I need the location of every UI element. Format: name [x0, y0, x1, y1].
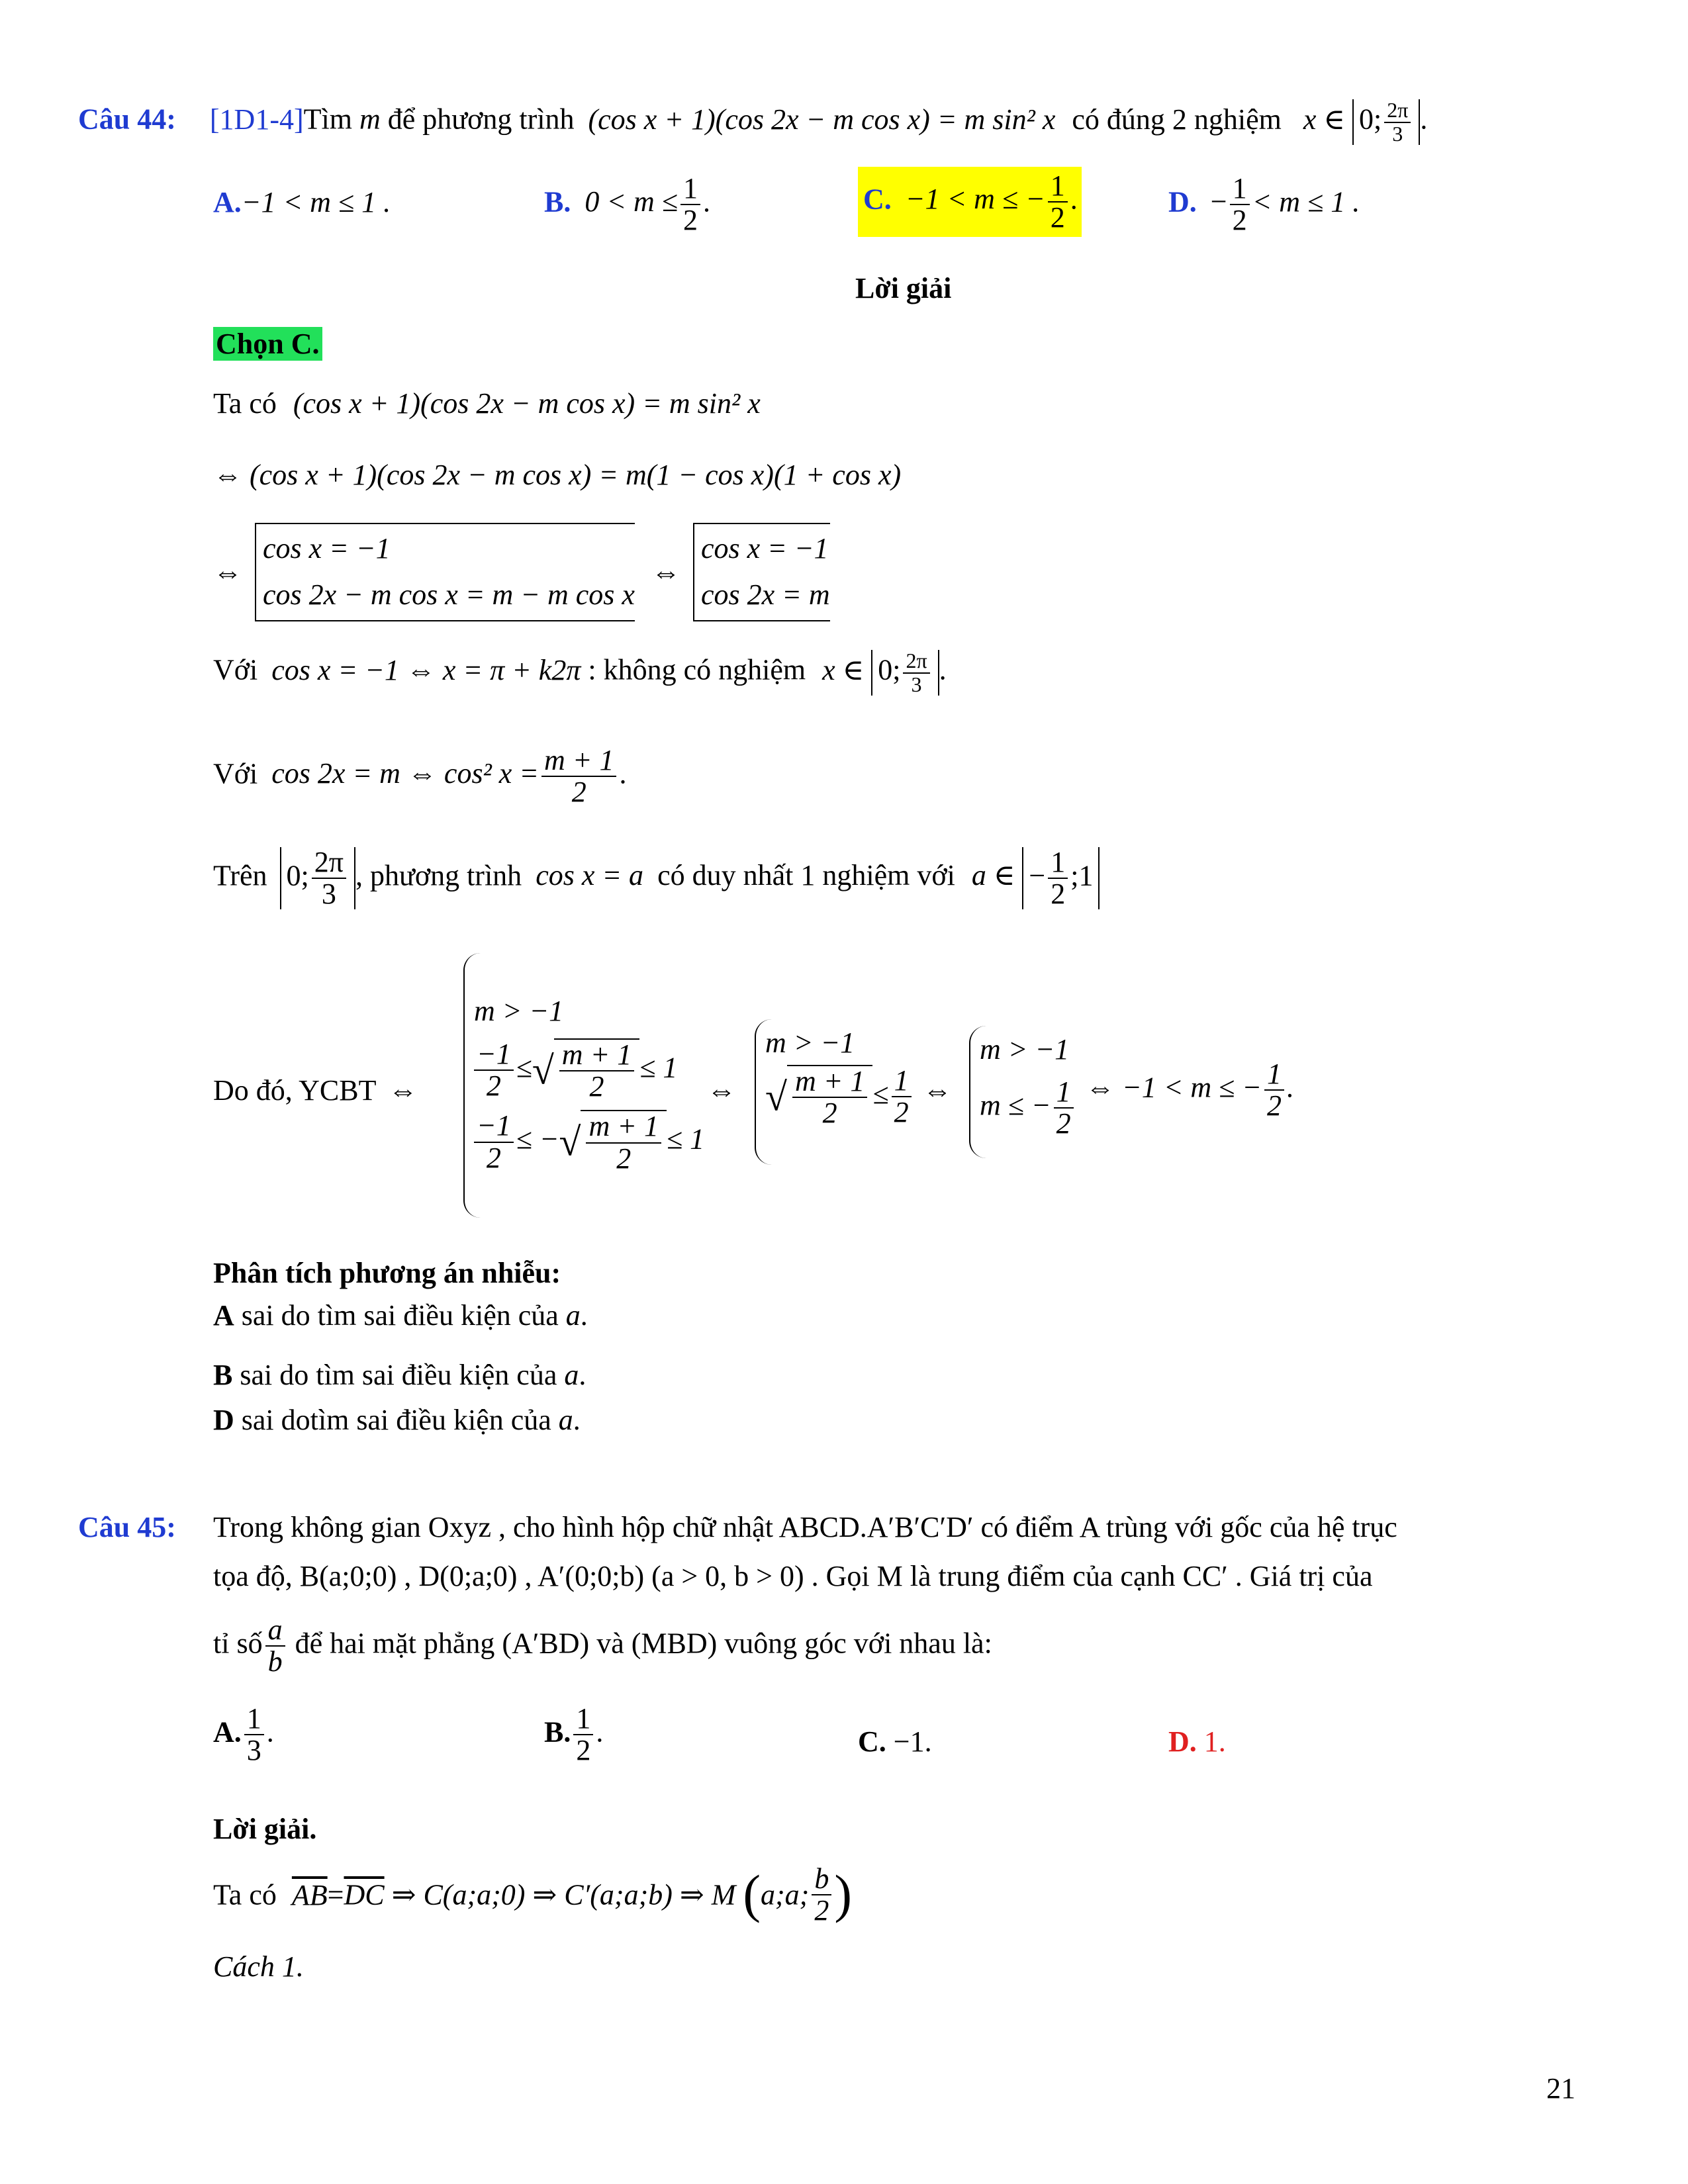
q44-analysis-a-key: A: [213, 1299, 234, 1332]
q44-line6-frac: [312, 847, 346, 909]
q44-analysis-b-key: B: [213, 1359, 233, 1391]
q45-sol-vec2: $\overline{DC}$: [344, 1878, 385, 1911]
q44-line6-den: 3: [321, 878, 336, 911]
q44-line5-frac: [541, 745, 616, 807]
q44-tag: [1D1-4]: [209, 103, 304, 136]
q44-system-3: [755, 1019, 937, 1165]
q45-line2: tọa độ, B(a;0;0) , D(0;a;0) , A′(0;0;b) (a > 0, b > 0) . Gọi M là trung điểm của cạnh CC′ . Giá trị của: [213, 1560, 1373, 1592]
q45-line3-frac: [265, 1615, 285, 1677]
q45-sol-m-num: b: [812, 1864, 831, 1895]
q44-final-period: .: [1287, 1071, 1294, 1104]
q45-option-a-num: 1: [244, 1704, 264, 1735]
q44-analysis-d-var: a: [558, 1404, 573, 1436]
q44-iff-2: ⇔: [651, 555, 680, 588]
q44-option-c-den: 2: [1050, 201, 1065, 234]
q44-system-1-row-1: cos x = −1: [263, 532, 391, 565]
q44-analysis-d-text: sai dotìm sai điều kiện của: [241, 1404, 551, 1436]
q44-big-system: [463, 953, 719, 1218]
q44-line6-mid: , phương trình: [355, 859, 522, 892]
q44-analysis-d-end: .: [573, 1404, 581, 1436]
q44-domain-num: 2π: [1384, 99, 1411, 123]
q44-system-4-row-2: [980, 1077, 1099, 1139]
q45-line3-den: b: [267, 1645, 283, 1678]
q44-big-r2-num: −1: [474, 1039, 514, 1071]
q45-option-a-post: .: [266, 1715, 274, 1749]
q44-ycbt-iff: ⇔: [388, 1074, 418, 1107]
q44-line4-den: 3: [911, 672, 922, 696]
q44-final-text: ⇔ −1 < m ≤ −: [1086, 1071, 1262, 1104]
q44-line6-a-num: 1: [1048, 847, 1068, 879]
q44-line4-frac: [903, 650, 929, 696]
q44-line4: [213, 650, 947, 696]
q44-big-r3-frac: [474, 1111, 514, 1173]
q44-option-a-text: −1 < m ≤ 1 .: [241, 186, 391, 218]
q44-stem: [78, 99, 1427, 145]
q44-analysis-b-end: .: [579, 1359, 586, 1391]
q44-option-c-post: .: [1070, 183, 1078, 216]
q44-big-r2-frac: [474, 1039, 514, 1101]
q45-option-b[interactable]: [544, 1704, 603, 1766]
q44-system-3-den: 2: [894, 1096, 909, 1129]
q44-line4-dom: x ∈: [822, 653, 865, 686]
q44-big-r3-rad-num: m + 1: [586, 1111, 661, 1143]
q45-option-d-label: D.: [1168, 1725, 1197, 1758]
q45-option-a-frac: [244, 1704, 264, 1766]
q45-method: Cách 1.: [213, 1950, 304, 1983]
q45-line3-post: để hai mặt phẳng (A′BD) và (MBD) vuông góc với nhau là:: [295, 1627, 992, 1660]
q44-system-2: [693, 523, 830, 621]
q44-system-4-frac: [1054, 1077, 1074, 1139]
q44-stem-post: có đúng 2 nghiệm: [1072, 103, 1282, 136]
q44-line6-int-left: 0;: [286, 859, 309, 892]
q44-big-r3-rad-den: 2: [616, 1142, 632, 1175]
q44-option-d[interactable]: [1168, 173, 1360, 236]
q45-sol-m-den: 2: [814, 1894, 829, 1927]
q44-system-3-rad-frac: [792, 1066, 867, 1128]
q44-big-r2-rad-den: 2: [589, 1070, 604, 1103]
q44-option-b-label: B.: [544, 185, 571, 218]
q44-system-4: [969, 1026, 1099, 1158]
q44-option-d-frac: [1230, 173, 1250, 236]
q44-option-d-pre: −: [1210, 185, 1227, 218]
q44-line4-interval: [871, 650, 939, 696]
q44-big-r3-sqrt: √ $\frac{m + 1}{2}$: [559, 1110, 667, 1173]
q44-line4-int-left: 0;: [878, 653, 901, 686]
q45-option-c[interactable]: [858, 1725, 932, 1758]
q44-option-c-num: 1: [1048, 171, 1068, 203]
q44-system-3-row-1: m > −1: [765, 1026, 855, 1059]
q44-big-r2-den: 2: [486, 1069, 501, 1103]
q44-ycbt-text: Do đó, YCBT: [213, 1074, 376, 1107]
q44-line4-eq: cos x = −1 ⇔ x = π + k2π: [271, 653, 581, 686]
q44-final-num: 1: [1264, 1059, 1284, 1091]
q45-option-d-text: 1.: [1203, 1725, 1226, 1758]
q44-domain-interval: [1352, 99, 1420, 145]
q44-ycbt-label: [213, 1073, 418, 1107]
q44-final-frac: [1264, 1059, 1284, 1121]
q44-line5-eq: cos 2x = m ⇔ cos² x =: [271, 757, 539, 790]
q44-option-c-pre: −1 < m ≤ −: [905, 183, 1045, 216]
q44-big-system-row-1: m > −1: [474, 995, 564, 1027]
q44-option-b-frac: [680, 173, 700, 236]
q44-line2: ⇔ (cos x + 1)(cos 2x − m cos x) = m(1 − cos x)(1 + cos x): [213, 459, 902, 491]
q44-domain-pre: x ∈: [1303, 103, 1345, 136]
q44-label: Câu 44:: [78, 103, 176, 136]
q44-iff-3: ⇔: [707, 1074, 736, 1107]
q44-equation: (cos x + 1)(cos 2x − m cos x) = m sin² x: [588, 103, 1056, 136]
q44-line6-pre: Trên: [213, 859, 267, 892]
q44-period: .: [1420, 103, 1428, 136]
q45-line1: Trong không gian Oxyz , cho hình hộp chữ nhật ABCD.A′B′C′D′ có điểm A trùng với gốc của hệ trục: [213, 1511, 1397, 1543]
q44-line4-pre: Với: [213, 653, 258, 686]
q44-big-system-row-2: [474, 1038, 719, 1102]
q44-line6-a-right: ;1: [1070, 859, 1094, 892]
q45-option-a-den: 3: [246, 1734, 261, 1767]
q45-option-a[interactable]: [213, 1704, 274, 1766]
q44-system-3-rad-den: 2: [822, 1097, 837, 1130]
q44-analysis-b-var: a: [564, 1359, 579, 1391]
q44-option-d-num: 1: [1230, 173, 1250, 205]
q45-sol-m-frac: [812, 1864, 831, 1926]
q44-option-b[interactable]: [544, 173, 710, 236]
q44-line1: [213, 387, 761, 420]
q45-option-c-text: −1.: [893, 1725, 932, 1758]
q44-big-r3-num: −1: [474, 1111, 514, 1142]
q45-solution-title: Lời giải.: [213, 1813, 317, 1845]
q44-line6-a: a ∈: [971, 859, 1015, 892]
q45-sol-rest: ⇒ C(a;a;0) ⇒ C′(a;a;b) ⇒ M: [391, 1878, 736, 1911]
q44-final-den: 2: [1267, 1089, 1282, 1122]
q44-line5-num: m + 1: [541, 745, 616, 777]
q44-option-c[interactable]: [858, 167, 1082, 237]
q44-big-r3-mid: ≤ −: [516, 1122, 559, 1156]
q44-final: [1086, 1059, 1294, 1121]
q44-analysis-a-var: a: [565, 1299, 581, 1332]
q45-sol-vec1: $\overline{AB}$: [291, 1878, 328, 1911]
q44-system-4-row-1: m > −1: [980, 1033, 1070, 1066]
q44-line6-a-frac: [1048, 847, 1068, 909]
q44-option-a-label: A.: [213, 186, 242, 218]
q44-stem-mid: để phương trình: [387, 103, 575, 136]
q44-big-r2-le: ≤: [516, 1051, 532, 1084]
q44-line6-eq: cos x = a: [536, 859, 644, 892]
q44-domain-den: 3: [1392, 121, 1403, 146]
q44-option-b-num: 1: [680, 173, 700, 205]
q44-system-2-row-2: cos 2x = m: [700, 578, 830, 612]
q45-option-b-frac: [573, 1704, 593, 1766]
q45-option-c-label: C.: [858, 1725, 886, 1758]
q44-stem-pre: Tìm: [303, 103, 352, 136]
q45-option-b-post: .: [596, 1715, 604, 1749]
q44-domain-left: 0;: [1358, 103, 1382, 136]
q44-choice: Chọn C.: [213, 327, 322, 361]
q44-line4-period: .: [939, 653, 947, 686]
q44-analysis-a-end: .: [580, 1299, 588, 1332]
q45-line3-num: a: [265, 1615, 285, 1647]
q45-line3: [213, 1615, 992, 1677]
q44-system-1-row-2: cos 2x − m cos x = m − m cos x: [263, 578, 635, 612]
q44-option-a[interactable]: [213, 185, 391, 219]
q44-system-3-row-2: [765, 1065, 937, 1128]
q44-line6-a-interval: − $\frac{1}{2}$ ;1: [1022, 847, 1100, 909]
q44-big-r3-rad-frac: [586, 1111, 661, 1173]
q45-sol-m-pre: a;a;: [761, 1878, 810, 1911]
q44-big-r3-post: ≤ 1: [666, 1122, 705, 1156]
q44-domain-frac: [1384, 99, 1411, 145]
q44-big-r2-sqrt: √ $\frac{m + 1}{2}$: [532, 1038, 639, 1102]
q45-option-b-label: B.: [544, 1715, 571, 1749]
q44-system-4-r2-pre: m ≤ −: [980, 1089, 1051, 1122]
q44-line5-pre: Với: [213, 757, 258, 790]
q44-big-system-row-3: [474, 1110, 719, 1173]
q45-line3-pre: tỉ số: [213, 1627, 263, 1660]
q44-analysis-d: [213, 1403, 581, 1437]
q44-line6-interval: [280, 847, 355, 909]
q44-line4-mid: : không có nghiệm: [588, 653, 806, 686]
q44-analysis-a: [213, 1298, 588, 1332]
q44-option-d-den: 2: [1232, 204, 1247, 237]
q45-label: Câu 45:: [78, 1511, 176, 1543]
q44-analysis-a-text: sai do tìm sai điều kiện của: [241, 1299, 559, 1332]
q44-system-3-num: 1: [892, 1066, 912, 1097]
q44-system-3-sqrt: √ $\frac{m + 1}{2}$: [765, 1065, 872, 1128]
q44-line5: [213, 745, 626, 807]
q44-solution-title: Lời giải: [855, 272, 952, 304]
page-number: 21: [1546, 2072, 1575, 2105]
q45-option-a-label: A.: [213, 1715, 242, 1749]
q44-line6-post: có duy nhất 1 nghiệm với: [657, 859, 955, 892]
q44-system-2-row-1: cos x = −1: [700, 532, 829, 565]
q44-big-r3-den: 2: [486, 1141, 501, 1174]
q44-var-m: m: [359, 103, 381, 136]
q44-system-3-le: ≤: [872, 1077, 889, 1111]
q44-line6-a-den: 2: [1051, 878, 1066, 911]
q44-option-b-den: 2: [682, 204, 698, 237]
q44-iff-1: ⇔: [213, 555, 242, 588]
q45-option-b-num: 1: [573, 1704, 593, 1735]
q44-analysis-b: [213, 1358, 586, 1392]
q44-big-r2-rad-num: m + 1: [559, 1040, 634, 1071]
q44-line4-num: 2π: [903, 650, 929, 674]
q44-analysis-title: Phân tích phương án nhiễu:: [213, 1257, 561, 1289]
q44-analysis-b-text: sai do tìm sai điều kiện của: [240, 1359, 557, 1391]
q44-system-4-num: 1: [1054, 1077, 1074, 1109]
q45-solution-line: Ta có $\overline{AB}=\overline{DC}$ ⇒ C(a;a;0) ⇒ C′(a;a;b) ⇒ M (a;a; $\frac{b}{2}$ ): [213, 1862, 852, 1927]
q44-line1-pre: Ta có: [213, 387, 277, 420]
q44-big-r2-post: ≤ 1: [639, 1051, 678, 1084]
q44-analysis-d-key: D: [213, 1404, 234, 1436]
q44-line5-den: 2: [571, 776, 586, 809]
q44-system-1: [255, 523, 635, 621]
q44-option-d-post: < m ≤ 1 .: [1252, 185, 1360, 218]
q44-line6-num: 2π: [312, 847, 346, 879]
q45-sol-eq: =: [327, 1878, 344, 1911]
q44-system-3-frac: [892, 1066, 912, 1128]
q45-option-d[interactable]: [1168, 1725, 1226, 1758]
q44-option-b-post: .: [702, 185, 710, 218]
q44-option-c-frac: [1048, 171, 1068, 233]
q44-option-d-label: D.: [1168, 185, 1197, 218]
q45-option-b-den: 2: [576, 1734, 591, 1767]
q44-option-c-label: C.: [863, 183, 892, 216]
q44-line3: [213, 523, 830, 621]
q45-sol-pre: Ta có: [213, 1878, 277, 1911]
q44-line1-eq: (cos x + 1)(cos 2x − m cos x) = m sin² x: [293, 387, 761, 420]
q44-big-r2-rad-frac: [559, 1040, 634, 1102]
q44-line5-period: .: [619, 757, 627, 790]
q44-system-4-den: 2: [1056, 1107, 1071, 1140]
q44-option-b-pre: 0 < m ≤: [585, 185, 678, 218]
q44-iff-4: ⇔: [923, 1074, 952, 1107]
q44-line6: [213, 847, 1100, 909]
q44-system-3-rad-num: m + 1: [792, 1066, 867, 1098]
